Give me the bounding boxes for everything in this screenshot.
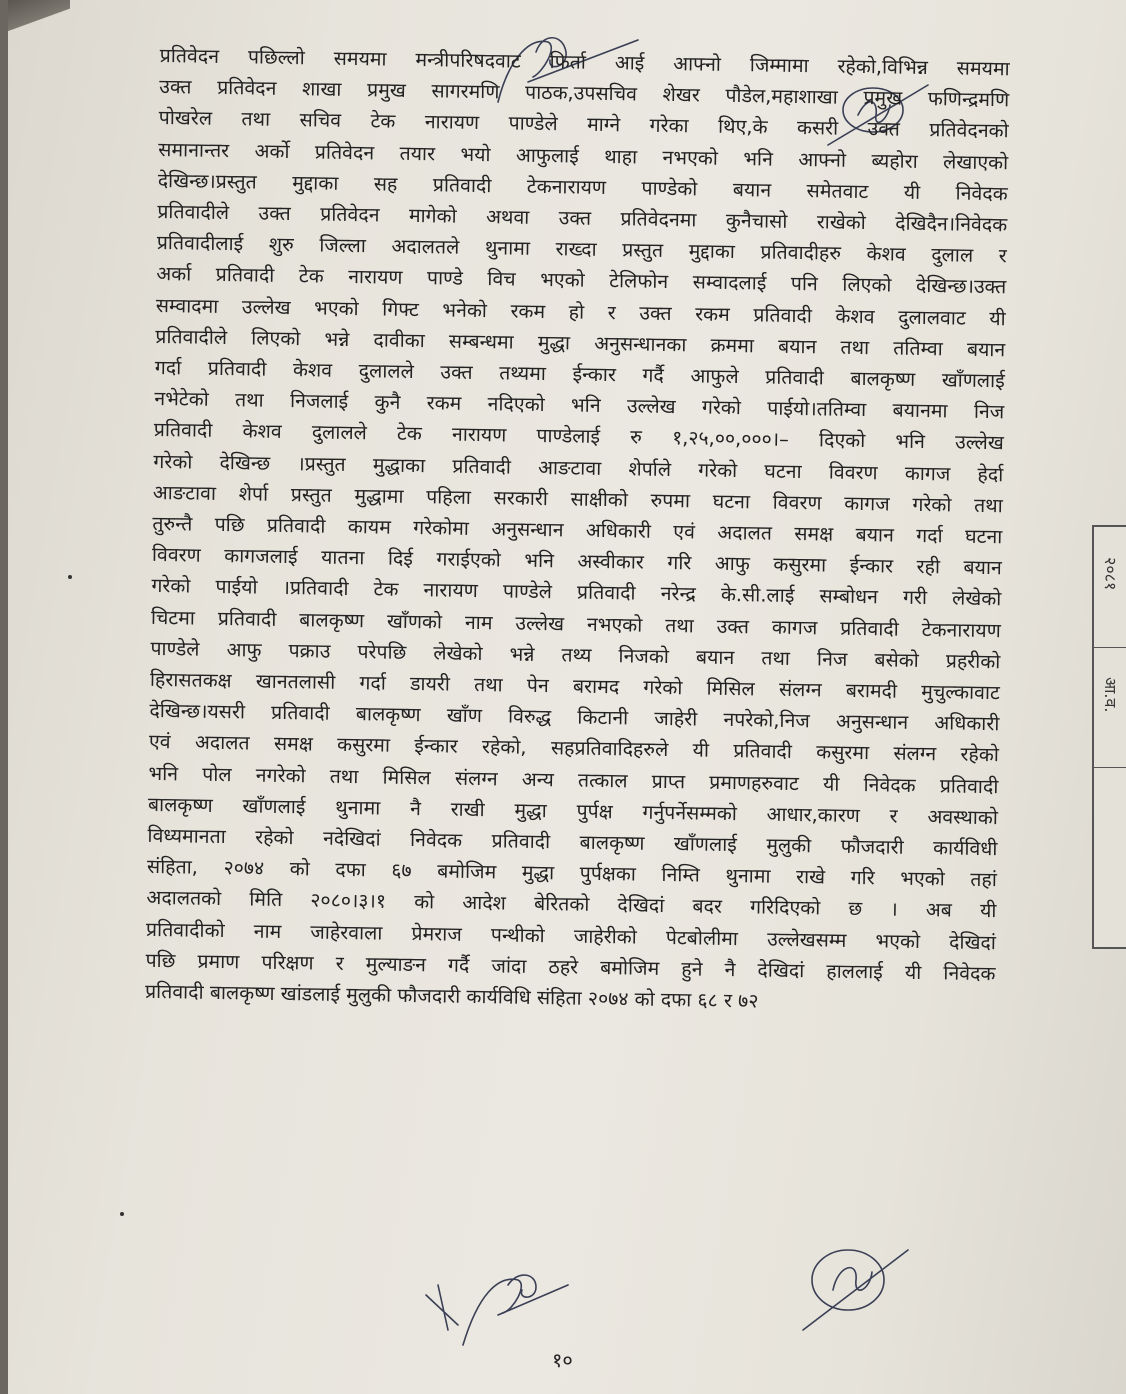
side-margin-stamp — [1092, 525, 1126, 949]
text-line: हिरासतकक्ष खानतलासी गर्दा डायरी तथा पेन बरामद गरेको मिसिल संलग्न बरामदी मुचुल्कावाट — [149, 667, 1001, 705]
text-line: बालकृष्ण खाँणलाई थुनामा नै राखी मुद्धा पुर्पक्ष गर्नुपर्नेसम्मको आधार,कारण र अवस्थाको — [147, 792, 999, 830]
text-line: पछि प्रमाण परिक्षण र मुल्याङन गर्दै जांदा ठहरे बमोजिम हुने नै देखिदां हाललाई यी निवेदक — [145, 948, 996, 986]
text-line: नभेटेको तथा निजलाई कुनै रकम नदिएको भनि उल्लेख गरेको पाईयो।ततिम्वा बयानमा निज — [154, 387, 1005, 424]
text-line: विवरण कागजलाई यातना दिई गराईएको भनि अस्वीकार गरि आफु कसुरमा ईन्कार रही बयान — [151, 543, 1002, 580]
text-line: संहिता, २०७४ को दफा ६७ बमोजिम मुद्धा पुर्पक्षका निम्ति थुनामा राखे गरि भएको तहां — [146, 855, 998, 892]
text-line: भनि पोल नगरेको तथा मिसिल संलग्न अन्य तत्काल प्राप्त प्रमाणहरुवाट यी निवेदक प्रतिवादी — [148, 761, 999, 798]
text-line: प्रतिवादीलाई शुरु जिल्ला अदालतले थुनामा राख्दा प्रस्तुत मुद्दाका प्रतिवादीहरु केशव दुलाल र — [156, 231, 1007, 268]
text-line: देखिन्छ।प्रस्तुत मुद्दाका सह प्रतिवादी टेकनारायण पाण्डेको बयान समेतवाट यी निवेदक — [157, 168, 1008, 206]
text-line: समानान्तर अर्को प्रतिवेदन तयार भयो आफुलाई थाहा नभएको भनि आफ्नो ब्यहोरा लेखाएको — [158, 137, 1009, 174]
text-line: विध्यमानता रहेको नदेखिदां निवेदक प्रतिवादी बालकृष्ण खाँणलाई मुलुकी फौजदारी कार्यविधी — [147, 823, 998, 861]
text-line: एवं अदालत समक्ष कसुरमा ईन्कार रहेको, सहप्रतिवादिहरुले यी प्रतिवादी कसुरमा संलग्न रहेको — [148, 730, 1000, 767]
signature-bottom-right — [788, 1230, 918, 1340]
page-number: १० — [552, 1348, 573, 1372]
text-line: प्रतिवादी केशव दुलालले टेक नारायण पाण्डेलाई रु १,२५,००,०००।– दिएको भनि उल्लेख — [153, 418, 1004, 455]
text-line: पाण्डेले आफु पक्राउ परेपछि लेखेको भन्ने तथ्य निजको बयान तथा निज बसेको प्रहरीको — [150, 636, 1001, 674]
text-line: प्रतिवेदन पछिल्लो समयमा मन्त्रीपरिषदवाट फिर्ता आई आफ्नो जिम्मामा रहेको,विभिन्न समयमा — [159, 43, 1010, 81]
text-line: अदालतको मिति २०८०।३।१ को आदेश बेरितको देखिदां बदर गरिदिएको छ । अब यी — [146, 886, 997, 923]
text-line: उक्त प्रतिवेदन शाखा प्रमुख सागरमणि पाठक,उपसचिव शेखर पौडेल,महाशाखा प्रमुख फणिन्द्रमणि — [159, 75, 1010, 112]
stamp-divider — [1094, 647, 1126, 648]
text-line: देखिन्छ।यसरी प्रतिवादी बालकृष्ण खाँण विरुद्ध किटानी जाहेरी नपरेको,निज अनुसन्धान अधिकारी — [149, 699, 1000, 736]
document-page — [8, 0, 1126, 1394]
text-line: प्रतिवादीले लिएको भन्ने दावीका सम्बन्धमा मुद्धा अनुसन्धानका क्रममा बयान तथा ततिम्वा बयान — [155, 324, 1006, 362]
text-line: गरेको देखिन्छ ।प्रस्तुत मुद्धाका प्रतिवादी आङटावा शेर्पाले गरेको घटना विवरण कागज हेर्दा — [153, 449, 1004, 486]
text-line: प्रतिवादीको नाम जाहेरवाला प्रेमराज पन्थीको जाहेरीको पेटबोलीमा उल्लेखसम्म भएको देखिदां — [145, 917, 997, 954]
text-line: गरेको पाईयो ।प्रतिवादी टेक नारायण पाण्डेले प्रतिवादी नरेन्द्र के.सी.लाई सम्बोधन गरी लेखेको — [151, 574, 1002, 611]
side-label-fiscal: आ.व. — [1101, 677, 1120, 713]
stamp-divider — [1094, 767, 1126, 768]
text-line: प्रतिवादी बालकृष्ण खांडलाई मुलुकी फौजदारी कार्यविधि संहिता २०७४ को दफा ६८ र ७२ — [144, 979, 759, 1013]
folded-corner — [8, 0, 70, 36]
text-line: पोखरेल तथा सचिव टेक नारायण पाण्डेले माग्ने गरेका थिए,के कसरी उक्त प्रतिवेदनको — [158, 106, 1009, 143]
signature-bottom-left — [418, 1255, 578, 1355]
text-line: प्रतिवादीले उक्त प्रतिवेदन मागेको अथवा उक्त प्रतिवेदनमा कुनैचासो राखेको देखिदैन।निवेदक — [157, 199, 1008, 237]
text-line: आङटावा शेर्पा प्रस्तुत मुद्धामा पहिला सरकारी साक्षीको रुपमा घटना विवरण कागज गरेको तथा — [152, 480, 1003, 518]
document-body — [145, 40, 1020, 1021]
side-label-year: २०८१ — [1101, 557, 1120, 591]
paper-speck — [120, 1212, 124, 1216]
paper-speck — [68, 575, 72, 579]
text-line: गर्दा प्रतिवादी केशव दुलालले उक्त तथ्यमा ईन्कार गर्दै आफुले प्रतिवादी बालकृष्ण खाँणलाई — [154, 355, 1005, 393]
text-line: तुरुन्तै पछि प्रतिवादी कायम गरेकोमा अनुसन्धान अधिकारी एवं अदालत समक्ष बयान गर्दा घटना — [152, 511, 1003, 549]
text-line: सम्वादमा उल्लेख भएको गिफ्ट भनेको रकम हो र उक्त रकम प्रतिवादी केशव दुलालवाट यी — [155, 293, 1006, 330]
text-line: अर्का प्रतिवादी टेक नारायण पाण्डे विच भएको टेलिफोन सम्वादलाई पनि लिएको देखिन्छ।उक्त — [156, 262, 1007, 299]
text-line: चिटमा प्रतिवादी बालकृष्ण खाँणको नाम उल्लेख नभएको तथा उक्त कागज प्रतिवादी टेकनारायण — [150, 605, 1002, 642]
